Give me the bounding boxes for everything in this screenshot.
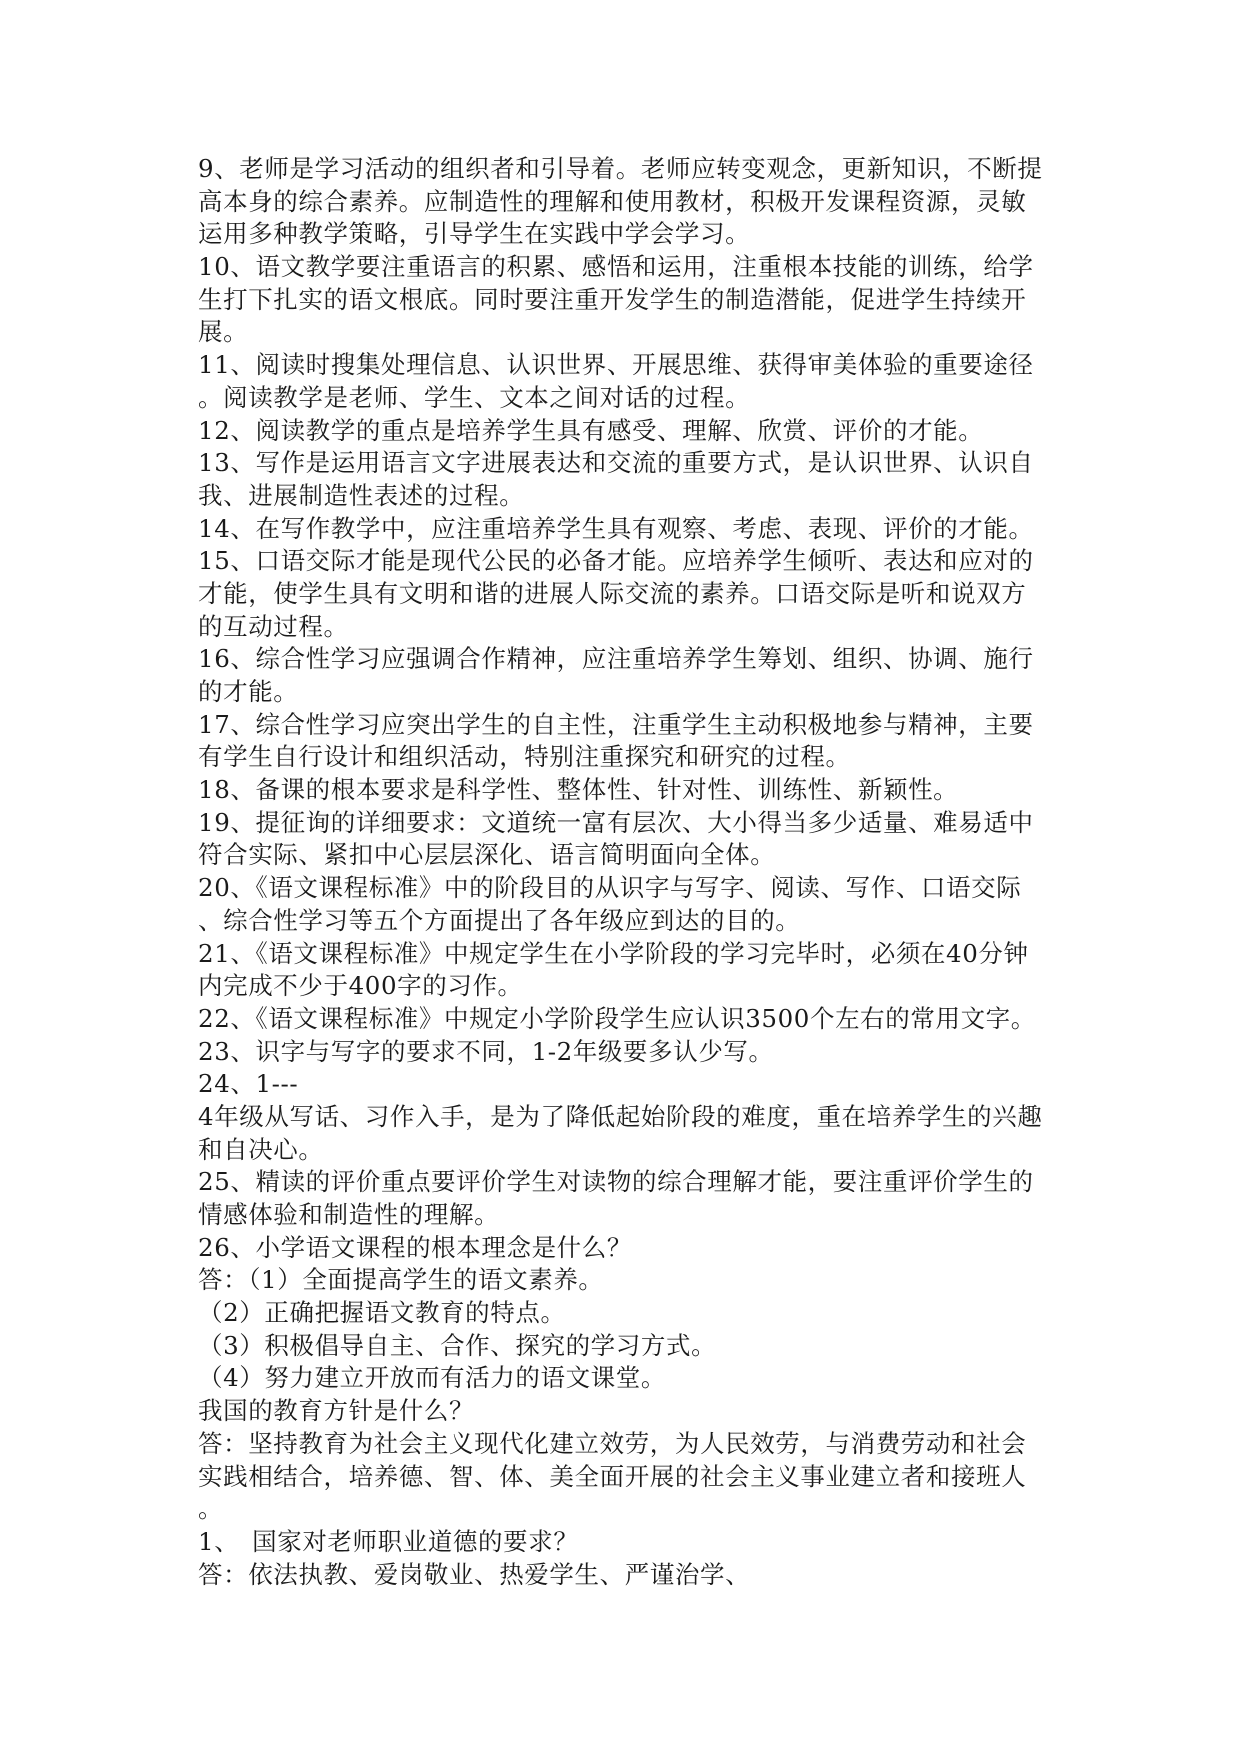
text-line: 21、《语文课程标准》中规定学生在小学阶段的学习完毕时，必须在40分钟 [198, 938, 1029, 968]
text-line: 18、备课的根本要求是科学性、整体性、针对性、训练性、新颖性。 [198, 775, 959, 805]
text-line: 答：（1）全面提高学生的语文素养。 [198, 1265, 604, 1295]
text-line: 答：坚持教育为社会主义现代化建立效劳，为人民效劳，与消费劳动和社会 [198, 1428, 1027, 1458]
text-line: 10、语文教学要注重语言的积累、感悟和运用，注重根本技能的训练，给学 [198, 252, 1034, 282]
text-line: 26、小学语文课程的根本理念是什么？ [198, 1232, 632, 1262]
text-line: 运用多种教学策略，引导学生在实践中学会学习。 [198, 219, 751, 249]
text-line: 22、《语文课程标准》中规定小学阶段学生应认识3500个左右的常用文字。 [198, 1003, 1036, 1033]
text-line: 高本身的综合素养。应制造性的理解和使用教材，积极开发课程资源，灵敏 [198, 186, 1027, 216]
text-line: 实践相结合，培养德、智、体、美全面开展的社会主义事业建立者和接班人 [198, 1461, 1027, 1491]
text-line: 20、《语文课程标准》中的阶段目的从识字与写字、阅读、写作、口语交际 [198, 873, 1022, 903]
text-line: 生打下扎实的语文根底。同时要注重开发学生的制造潜能，促进学生持续开 [198, 284, 1027, 314]
text-line: 19、提征询的详细要求：文道统一富有层次、大小得当多少适量、难易适中 [198, 807, 1034, 837]
text-line: 16、综合性学习应强调合作精神，应注重培养学生筹划、组织、协调、施行 [198, 644, 1034, 674]
text-line: 4年级从写话、习作入手，是为了降低起始阶段的难度，重在培养学生的兴趣 [198, 1101, 1043, 1131]
text-line: 答：依法执教、爱岗敬业、热爱学生、严谨治学、 [198, 1559, 751, 1589]
text-line: 和自决心。 [198, 1134, 324, 1164]
text-line: （4）努力建立开放而有活力的语文课堂。 [198, 1363, 666, 1393]
text-line: 内完成不少于400字的习作。 [198, 971, 523, 1001]
text-line: 15、口语交际才能是现代公民的必备才能。应培养学生倾听、表达和应对的 [198, 546, 1034, 576]
text-line: 17、综合性学习应突出学生的自主性，注重学生主动积极地参与精神，主要 [198, 709, 1034, 739]
text-line: 。 [198, 1494, 224, 1524]
text-line: 12、阅读教学的重点是培养学生具有感受、理解、欣赏、评价的才能。 [198, 415, 984, 445]
text-line: 14、在写作教学中，应注重培养学生具有观察、考虑、表现、评价的才能。 [198, 513, 1034, 543]
text-line: 我国的教育方针是什么？ [198, 1396, 475, 1426]
text-line: 9、老师是学习活动的组织者和引导着。老师应转变观念，更新知识，不断提 [198, 154, 1043, 183]
text-line: 、综合性学习等五个方面提出了各年级应到达的目的。 [198, 905, 801, 935]
text-line: 展。 [198, 317, 249, 347]
text-line: 13、写作是运用语言文字进展表达和交流的重要方式，是认识世界、认识自 [198, 448, 1034, 478]
text-line: （2）正确把握语文教育的特点。 [198, 1298, 566, 1328]
text-line: 1、 国家对老师职业道德的要求？ [198, 1526, 579, 1556]
text-line: 的才能。 [198, 677, 299, 706]
text-line: 23、识字与写字的要求不同，1-2年级要多认少写。 [198, 1036, 774, 1066]
text-line: 24、1--- [198, 1069, 299, 1099]
text-line: 25、精读的评价重点要评价学生对读物的综合理解才能，要注重评价学生的 [198, 1167, 1034, 1197]
text-line: 的互动过程。 [198, 611, 349, 641]
text-line: 符合实际、紧扣中心层层深化、语言简明面向全体。 [198, 840, 776, 870]
text-line: 11、阅读时搜集处理信息、认识世界、开展思维、获得审美体验的重要途径 [198, 350, 1034, 380]
text-line: 我、进展制造性表述的过程。 [198, 480, 525, 510]
text-line: 情感体验和制造性的理解。 [198, 1200, 500, 1229]
text-line: 有学生自行设计和组织活动，特别注重探究和研究的过程。 [198, 742, 851, 772]
text-line: 。阅读教学是老师、学生、文本之间对话的过程。 [198, 382, 751, 412]
text-line: 才能，使学生具有文明和谐的进展人际交流的素养。口语交际是听和说双方 [198, 578, 1027, 608]
text-line: （3）积极倡导自主、合作、探究的学习方式。 [198, 1330, 717, 1360]
document-body [198, 153, 1043, 1591]
